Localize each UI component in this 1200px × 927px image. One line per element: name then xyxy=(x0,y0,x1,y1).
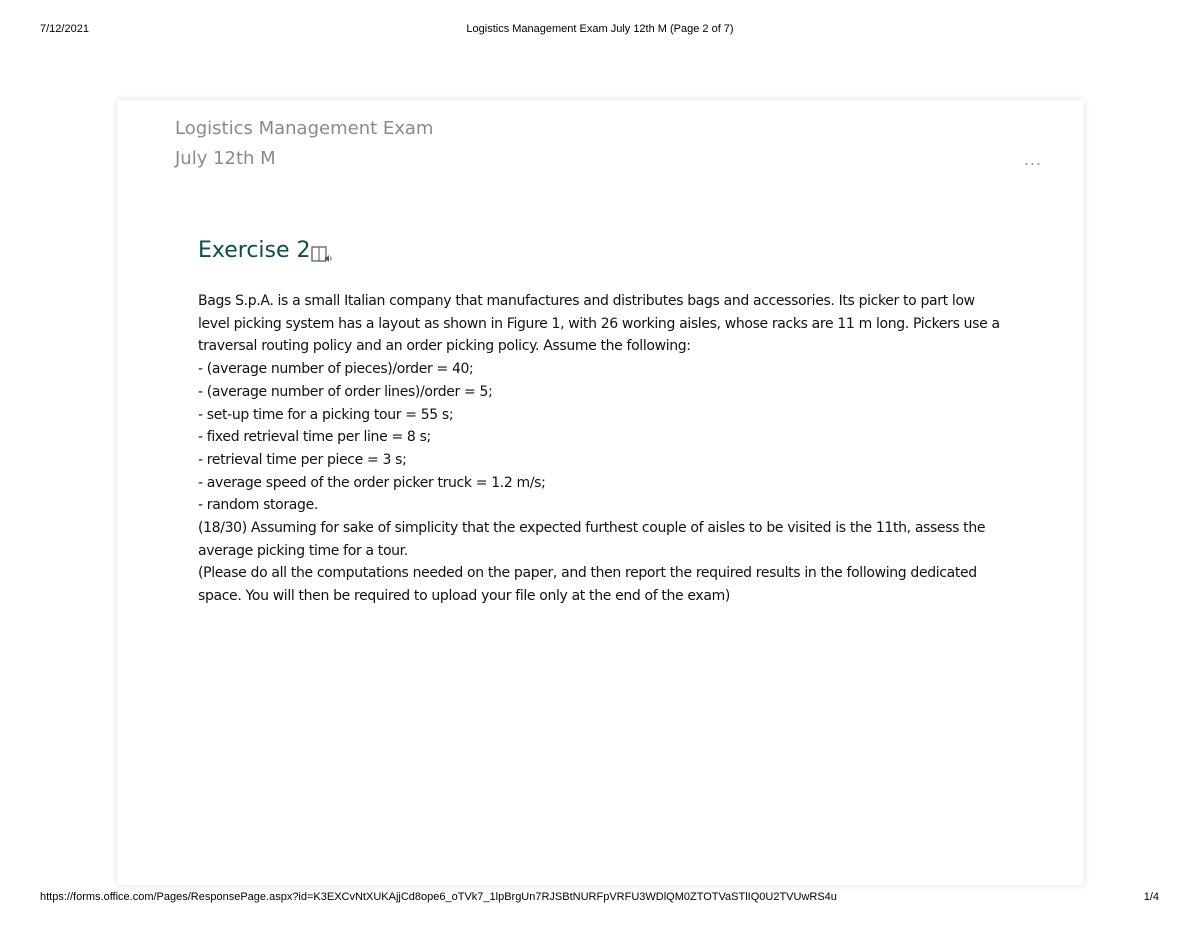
question-paragraph: - retrieval time per piece = 3 s; xyxy=(198,451,407,468)
print-date: 7/12/2021 xyxy=(40,23,89,35)
print-footer-page: 1/4 xyxy=(1143,891,1159,903)
question-paragraph: - average speed of the order picker truck = 1.2 m/s; xyxy=(198,474,546,491)
question-paragraph: - (average number of pieces)/order = 40; xyxy=(198,361,474,378)
question-paragraph: - (average number of order lines)/order = 5; xyxy=(198,383,493,400)
immersive-reader-icon[interactable] xyxy=(311,245,333,265)
form-title-line2: July 12th M xyxy=(175,148,276,169)
question-paragraph: (Please do all the computations needed on the paper, and then report the required results in the following dedicated space. You will then be required to upload your file only at the end of the exam) xyxy=(198,565,977,605)
more-options-icon[interactable]: ... xyxy=(1024,149,1043,169)
form-card xyxy=(117,100,1084,885)
question-text xyxy=(198,290,1008,608)
question-paragraph: - fixed retrieval time per line = 8 s; xyxy=(198,429,431,446)
form-title-line1: Logistics Management Exam xyxy=(175,118,434,139)
question-paragraph: - random storage. xyxy=(198,497,318,514)
print-header-title: Logistics Management Exam July 12th M (Page 2 of 7) xyxy=(466,23,734,35)
print-footer-url: https://forms.office.com/Pages/ResponsePage.aspx?id=K3EXCvNtXUKAjjCd8ope6_oTVk7_1lpBrgUn7RJSBtNURFpVRFU3WDlQM0ZTOTVaSTlIQ0U2TVUwRS4u xyxy=(40,891,837,903)
question-paragraph: Bags S.p.A. is a small Italian company that manufactures and distributes bags and accessories. Its picker to part low level picking system has a layout as shown in Figure 1, with 26 working aisles, whose racks are 11 m long. Pickers use a traversal routing policy and an order picking policy. Assume the following: xyxy=(198,293,1000,355)
question-paragraph: (18/30) Assuming for sake of simplicity that the expected furthest couple of aisles to be visited is the 11th, assess the average picking time for a tour. xyxy=(198,520,986,559)
question-paragraph: - set-up time for a picking tour = 55 s; xyxy=(198,406,454,423)
section-title: Exercise 2 xyxy=(198,238,311,263)
immersive-reader-icon-svg xyxy=(311,245,333,265)
form-title xyxy=(175,114,433,174)
